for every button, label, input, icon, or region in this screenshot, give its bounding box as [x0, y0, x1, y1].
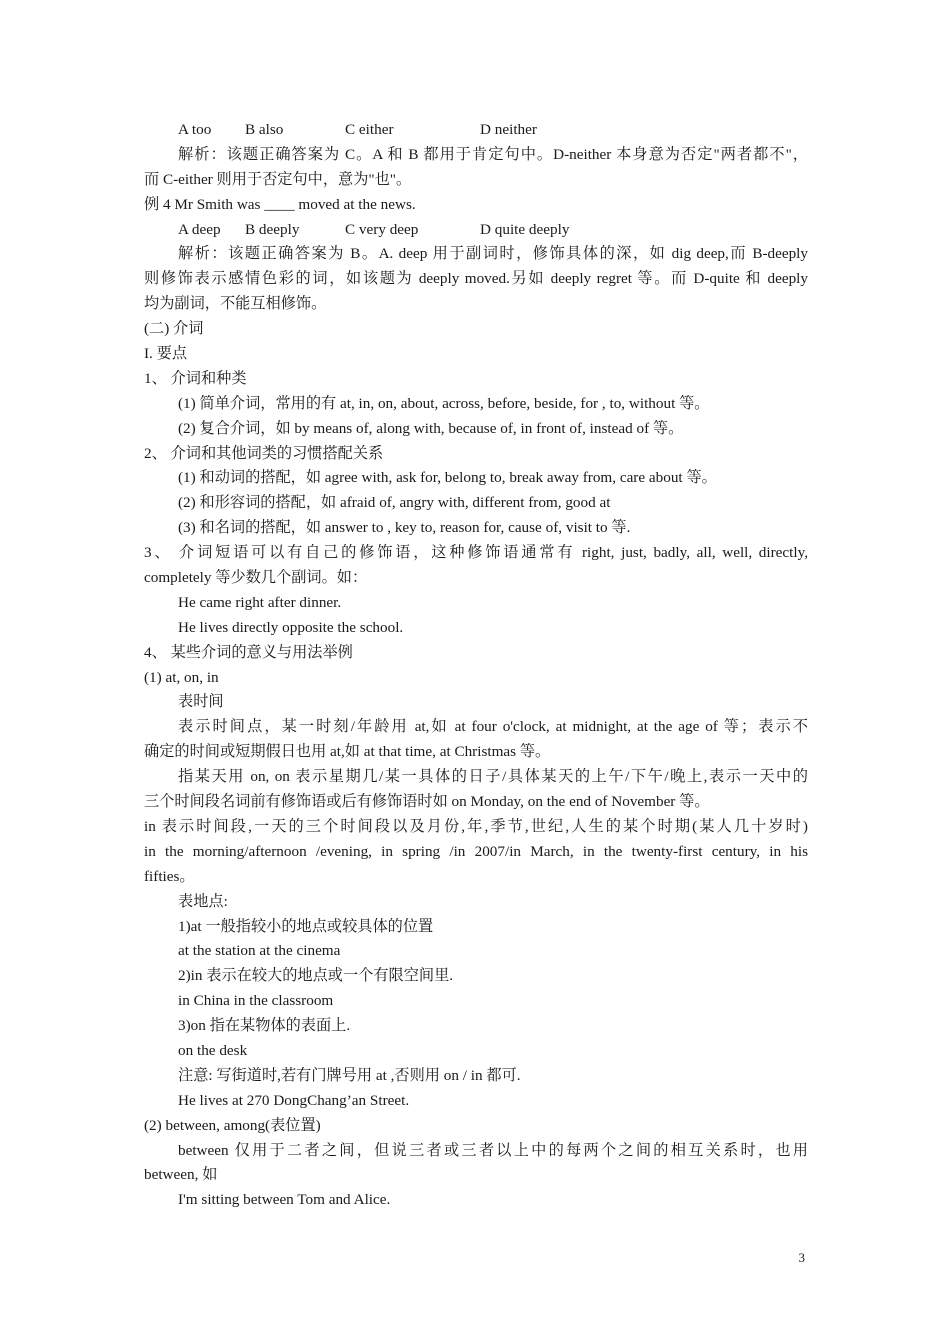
- answer-option: A deep: [178, 220, 221, 238]
- text-line: 表示时间点，某一时刻/年龄用 at,如 at four o'clock, at midnight, at the age of 等；表示不: [178, 718, 808, 736]
- text-line: (1) 和动词的搭配，如 agree with, ask for, belong to, break away from, care about 等。: [178, 469, 717, 487]
- text-line: He lives at 270 DongChang’an Street.: [178, 1091, 410, 1109]
- answer-option: B also: [245, 121, 284, 138]
- text-line: (1) at, on, in: [144, 668, 219, 686]
- answer-option: A too: [178, 121, 212, 138]
- text-line: in China in the classroom: [178, 992, 334, 1010]
- text-line: completely 等少数几个副词。如：: [144, 569, 368, 587]
- answer-option: C very deep: [345, 220, 419, 238]
- text-line: 3、 介词短语可以有自己的修饰语，这种修饰语通常有 right, just, badly, all, well, directly,: [144, 544, 808, 562]
- text-line: 表时间: [178, 693, 224, 711]
- text-line: 指某天用 on, on 表示星期几/某一具体的日子/具体某天的上午/下午/晚上,表示一天中的: [178, 768, 808, 786]
- text-line: 2)in 表示在较大的地点或一个有限空间里.: [178, 967, 454, 985]
- text-line: between 仅用于二者之间，但说三者或三者以上中的每两个之间的相互关系时，也用: [178, 1141, 808, 1159]
- text-line: (2) 复合介词，如 by means of, along with, because of, in front of, instead of 等。: [178, 419, 684, 437]
- answer-option: D quite deeply: [480, 220, 570, 238]
- page-body: [144, 118, 808, 1213]
- text-line: (2) between, among(表位置): [144, 1116, 321, 1134]
- text-line: 则修饰表示感情色彩的词，如该题为 deeply moved.另如 deeply regret 等。而 D-quite 和 deeply: [144, 270, 808, 288]
- text-line: fifties。: [144, 867, 195, 885]
- text-line: 4、 某些介词的意义与用法举例: [144, 643, 353, 661]
- text-line: 1、 介词和种类: [144, 369, 247, 387]
- text-line: He came right after dinner.: [178, 593, 342, 611]
- text-line: 表地点:: [178, 892, 228, 910]
- answer-option: B deeply: [245, 220, 300, 238]
- text-line: between, 如: [144, 1166, 218, 1184]
- answer-option: D neither: [480, 121, 537, 138]
- text-line: (2) 和形容词的搭配，如 afraid of, angry with, different from, good at: [178, 494, 611, 512]
- text-line: in the morning/afternoon /evening, in spring /in 2007/in March, in the twenty-first century, in his: [144, 842, 808, 860]
- text-line: at the station at the cinema: [178, 942, 341, 960]
- text-line: I. 要点: [144, 345, 188, 363]
- text-line: (3) 和名词的搭配，如 answer to , key to, reason for, cause of, visit to 等.: [178, 519, 631, 537]
- answer-option: C either: [345, 121, 394, 138]
- text-line: 例 4 Mr Smith was ____ moved at the news.: [144, 195, 416, 213]
- answer-options: [144, 218, 808, 243]
- text-line: 3)on 指在某物体的表面上.: [178, 1017, 351, 1035]
- text-line: 注意: 写街道时,若有门牌号用 at ,否则用 on / in 都可.: [178, 1066, 521, 1084]
- answer-options: [144, 118, 808, 143]
- text-line: 2、 介词和其他词类的习惯搭配关系: [144, 444, 384, 462]
- text-line: 三个时间段名词前有修饰语或后有修饰语时如 on Monday, on the end of November 等。: [144, 793, 710, 811]
- text-line: (1) 简单介词，常用的有 at, in, on, about, across, before, beside, for , to, without 等。: [178, 394, 710, 412]
- text-line: 确定的时间或短期假日也用 at,如 at that time, at Christmas 等。: [144, 743, 551, 761]
- text-line: 解析：该题正确答案为 C。A 和 B 都用于肯定句中。D-neither 本身意为否定"两者都不"，: [178, 145, 808, 163]
- text-line: 1)at 一般指较小的地点或较具体的位置: [178, 917, 434, 935]
- text-line: in 表示时间段,一天的三个时间段以及月份,年,季节,世纪,人生的某个时期(某人几十岁时): [144, 817, 808, 835]
- text-line: (二) 介词: [144, 320, 204, 338]
- text-line: on the desk: [178, 1041, 248, 1059]
- text-line: 而 C-either 则用于否定句中，意为"也"。: [144, 170, 412, 188]
- text-line: 解析：该题正确答案为 B。A. deep 用于副词时，修饰具体的深，如 dig deep,而 B-deeply: [178, 245, 808, 263]
- page-number: 3: [798, 1250, 805, 1265]
- text-line: I'm sitting between Tom and Alice.: [178, 1191, 391, 1209]
- text-line: He lives directly opposite the school.: [178, 618, 404, 636]
- text-line: 均为副词，不能互相修饰。: [144, 295, 327, 313]
